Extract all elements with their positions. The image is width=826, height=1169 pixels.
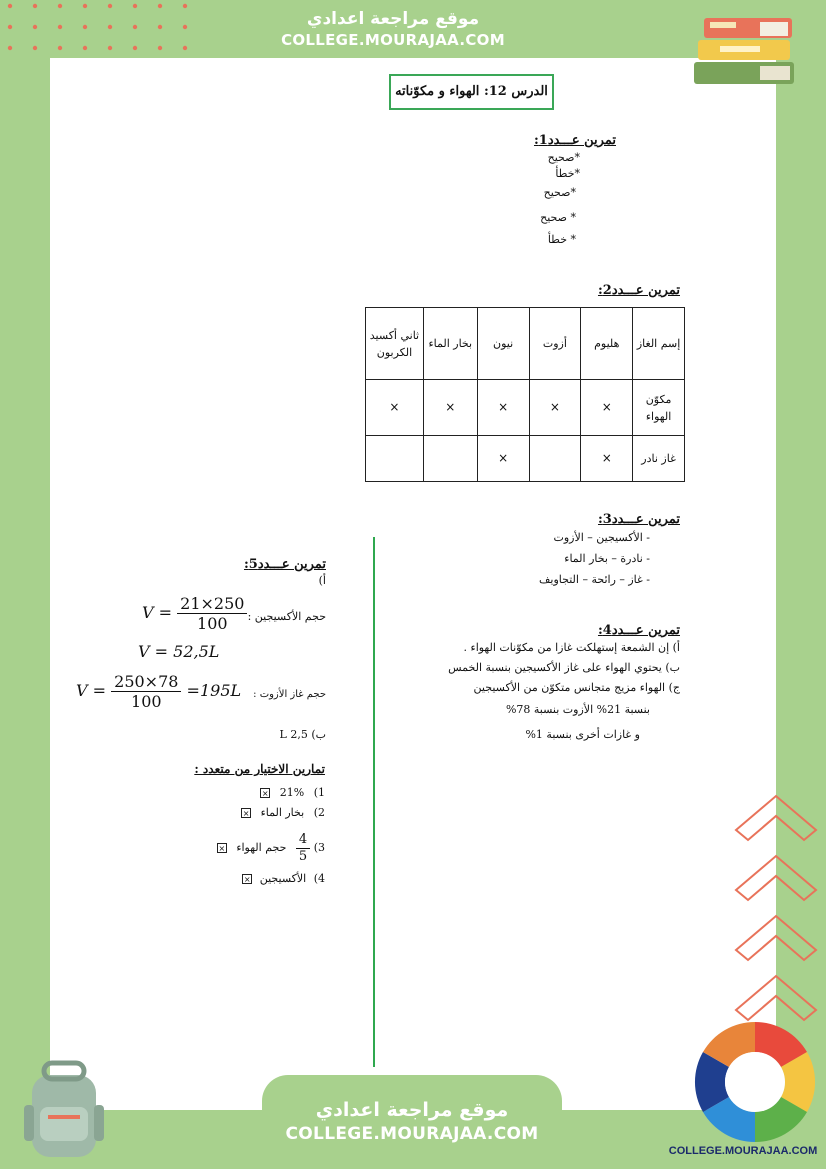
table-header-cell: أزوت xyxy=(529,308,581,380)
gas-table xyxy=(365,307,685,482)
fraction-numerator: 250×78 xyxy=(111,672,181,692)
column-divider xyxy=(373,537,375,1067)
mcq-item-text: 21% xyxy=(279,786,305,799)
exercise-1 xyxy=(470,133,616,248)
mcq-item xyxy=(150,828,325,868)
mcq-item-number: 1) xyxy=(313,786,325,799)
nitrogen-formula xyxy=(76,672,241,711)
answer-line: - غاز – رائحة – التجاويف xyxy=(539,573,650,586)
chevron-up-icon xyxy=(728,790,824,1030)
fraction-denominator: 100 xyxy=(197,614,228,633)
table-header-cell: هليوم xyxy=(581,308,633,380)
lesson-title: الدرس 12: الهواء و مكوّناته xyxy=(389,74,554,110)
answer-line: - نادرة – بخار الماء xyxy=(564,552,650,565)
nitrogen-label: حجم غاز الأزوت : xyxy=(253,689,326,700)
mcq-item-text: الأكسيجين xyxy=(259,872,307,885)
site-name: موقع مراجعة اعدادي xyxy=(315,1099,509,1121)
checkbox-icon: × xyxy=(242,809,250,818)
fraction-numerator: 21×250 xyxy=(177,594,247,614)
table-header-cell: بخار الماء xyxy=(423,308,477,380)
books-icon xyxy=(690,8,810,98)
fraction-denominator: 5 xyxy=(298,848,308,864)
exercise-2-heading: تمرين عـــدد2: xyxy=(597,283,680,298)
table-header-cell: نيون xyxy=(477,308,529,380)
oxygen-result: V = 52,5L xyxy=(138,642,220,661)
table-header-cell: ثاني أكسيد الكربون xyxy=(366,308,424,380)
checkbox-icon: × xyxy=(261,789,269,798)
table-cell: × xyxy=(581,436,633,482)
table-row xyxy=(366,380,685,436)
fraction-denominator: 100 xyxy=(131,692,162,711)
table-row-label: غاز نادر xyxy=(633,436,685,482)
mcq-item-number: 3) xyxy=(313,841,325,854)
table-cell: × xyxy=(423,380,477,436)
checkbox-icon: × xyxy=(243,875,251,884)
exercise-1-heading: تمرين عـــدد1: xyxy=(533,133,616,148)
nitrogen-row xyxy=(60,670,326,720)
exercise-4 xyxy=(390,623,680,748)
site-name: موقع مراجعة اعدادي xyxy=(306,9,480,29)
answer-line: أ) إن الشمعة إستهلكت غازا من مكوّنات الهواء . xyxy=(463,641,680,654)
decorative-dots xyxy=(0,0,220,60)
oxygen-formula xyxy=(142,594,247,633)
college-logo-icon xyxy=(690,1020,820,1165)
table-cell: × xyxy=(477,380,529,436)
table-cell: × xyxy=(529,380,581,436)
answer-line: - الأكسيجين – الأزوت xyxy=(553,531,650,544)
site-url[interactable]: COLLEGE.MOURAJAA.COM xyxy=(285,1124,539,1144)
oxygen-row xyxy=(60,592,326,642)
part-b-answer: ب) 2,5 L xyxy=(279,728,326,741)
answer-line: ج) الهواء مزيج متجانس متكوّن من الأكسيجين xyxy=(473,681,680,694)
logo-text: COLLEGE.MOURAJAA.COM xyxy=(668,1145,818,1157)
table-row xyxy=(366,308,685,380)
answer-line: *خطأ xyxy=(555,167,580,180)
mcq-item-text: بخار الماء xyxy=(260,806,305,819)
table-cell: × xyxy=(366,380,424,436)
answer-line: بنسبة 21% الأزوت بنسبة 78% xyxy=(505,703,650,716)
table-cell xyxy=(366,436,424,482)
multiple-choice xyxy=(150,762,325,888)
table-cell xyxy=(529,436,581,482)
exercise-3 xyxy=(470,512,680,590)
site-footer-tab[interactable] xyxy=(262,1075,562,1169)
fraction xyxy=(111,672,181,711)
table-row-label: مكوّن الهواء xyxy=(633,380,685,436)
mcq-heading: تمارين الاختيار من متعدد : xyxy=(194,762,325,776)
fraction xyxy=(296,832,310,865)
mcq-item xyxy=(150,870,325,888)
exercise-5-heading: تمرين عـــدد5: xyxy=(243,557,326,572)
mcq-item xyxy=(150,804,325,822)
exercise-4-heading: تمرين عـــدد4: xyxy=(597,623,680,638)
backpack-icon xyxy=(14,1055,114,1165)
oxygen-label: حجم الأكسيجين : xyxy=(247,610,326,623)
answer-line: *صحيح xyxy=(547,151,580,164)
exercise-3-heading: تمرين عـــدد3: xyxy=(597,512,680,527)
volume-symbol: V = xyxy=(142,603,173,622)
fraction xyxy=(177,594,247,633)
answer-line: * صحيح xyxy=(540,211,576,224)
table-row xyxy=(366,436,685,482)
part-a-label: أ) xyxy=(318,574,326,587)
answer-line: * خطأ xyxy=(547,233,576,246)
mcq-item-number: 4) xyxy=(313,872,325,885)
answer-line: *صحيح xyxy=(543,186,576,199)
site-url[interactable]: COLLEGE.MOURAJAA.COM xyxy=(281,31,505,49)
mcq-item-text: حجم الهواء xyxy=(236,841,287,854)
table-cell xyxy=(423,436,477,482)
exercise-5 xyxy=(60,557,326,744)
site-header-tab[interactable] xyxy=(262,0,524,58)
answer-line: و غازات أخرى بنسبة 1% xyxy=(525,728,640,741)
table-cell: × xyxy=(477,436,529,482)
nitrogen-result: =195L xyxy=(186,681,242,700)
mcq-item xyxy=(150,784,325,802)
table-header-cell: إسم الغاز xyxy=(633,308,685,380)
answer-line: ب) يحتوي الهواء على غاز الأكسيجين بنسبة الخمس xyxy=(448,661,680,674)
mcq-item-number: 2) xyxy=(313,806,325,819)
checkbox-icon: × xyxy=(218,844,226,853)
fraction-numerator: 4 xyxy=(296,832,310,849)
volume-symbol: V = xyxy=(76,681,107,700)
table-cell: × xyxy=(581,380,633,436)
